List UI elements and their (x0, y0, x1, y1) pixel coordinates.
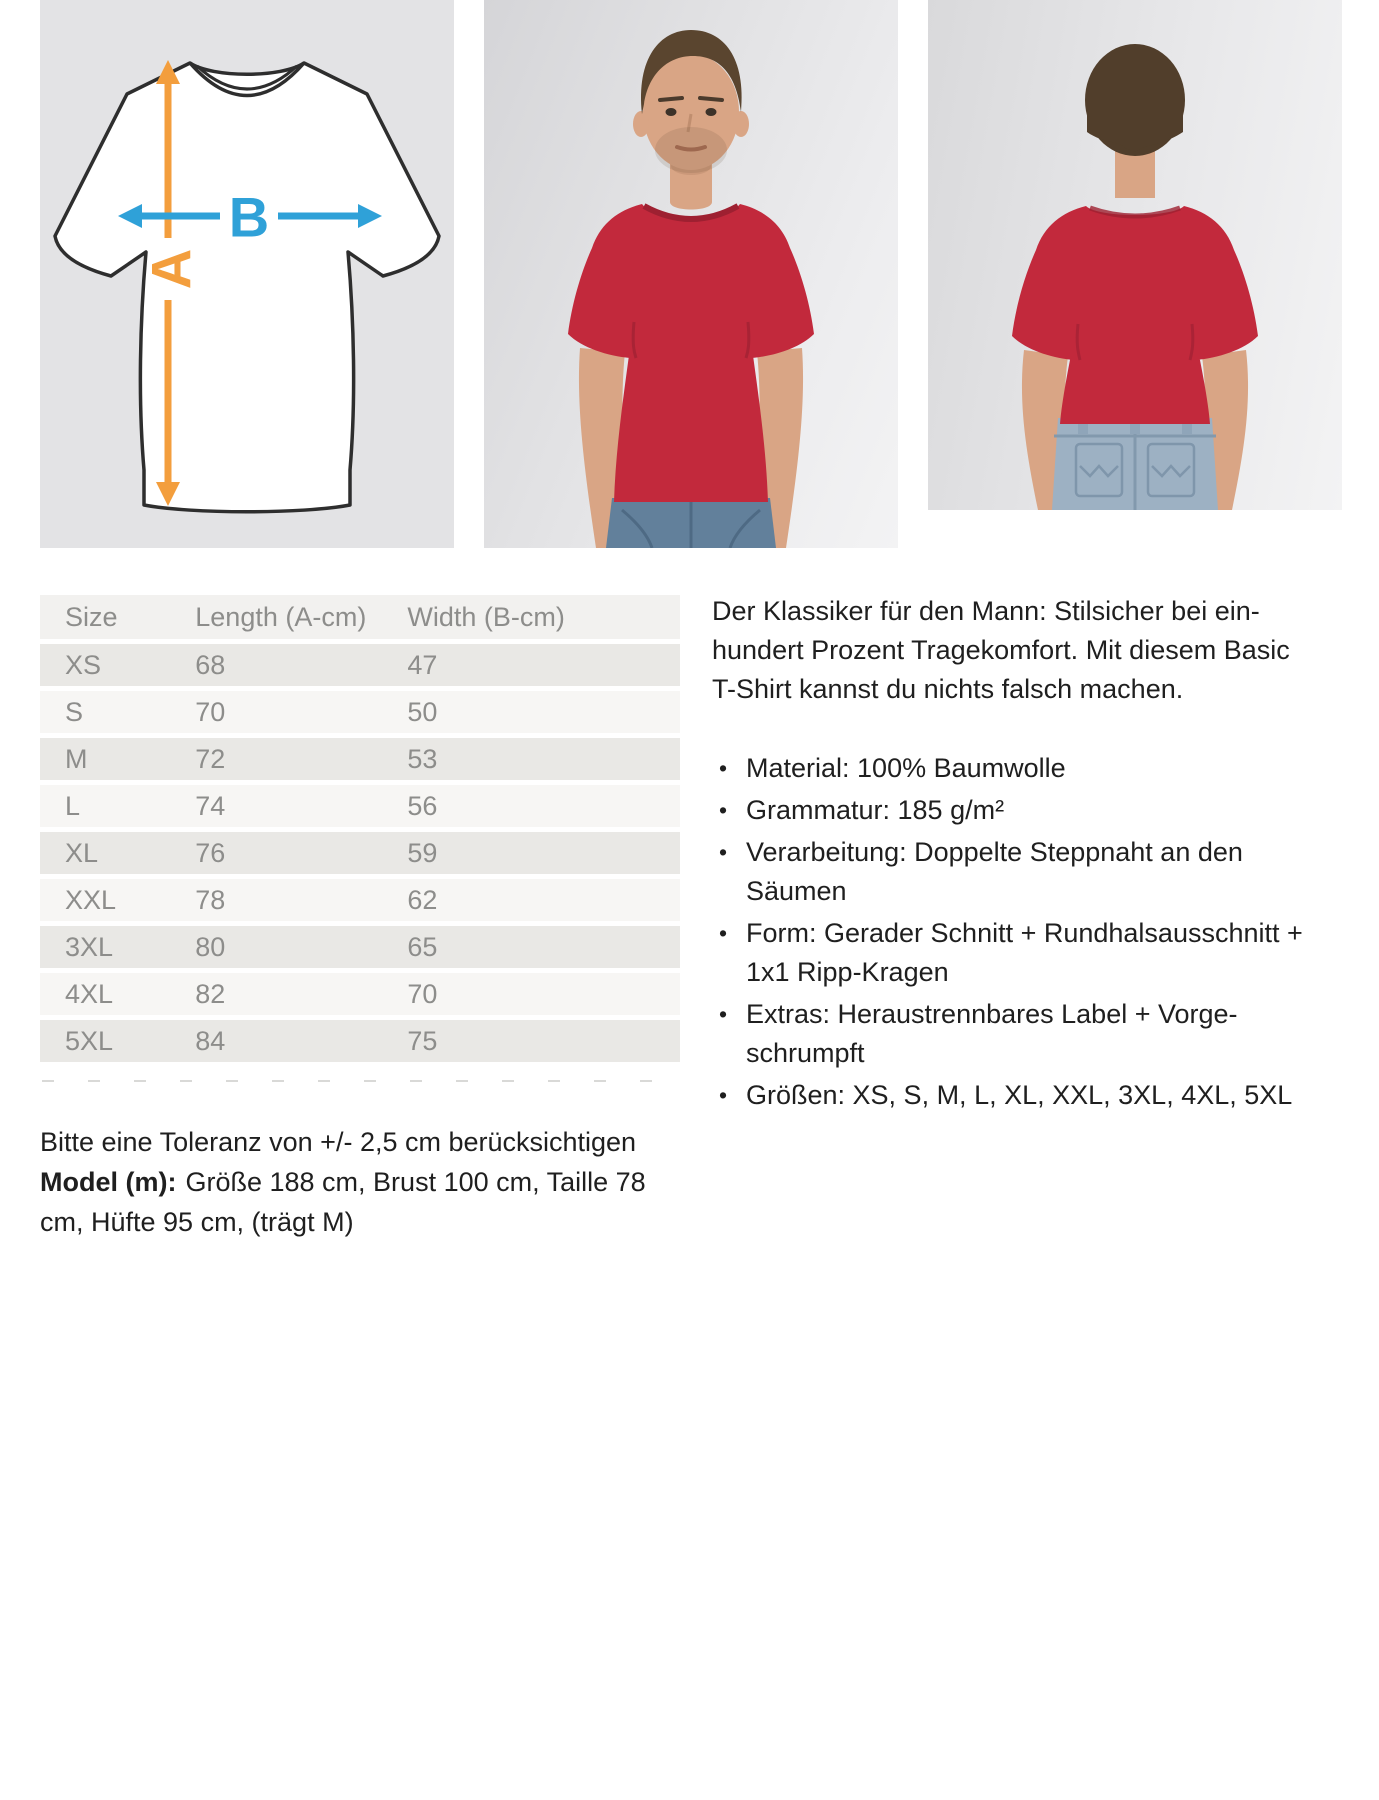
size-table-cell: 65 (407, 926, 680, 968)
size-table-cell: 5XL (40, 1020, 195, 1062)
size-table-cell: 68 (195, 644, 407, 686)
model-front-figure (484, 0, 898, 548)
column-header-length: Length (A-cm) (195, 595, 407, 639)
width-arrow-label: B (228, 185, 270, 249)
size-table-row (40, 1020, 680, 1062)
feature-list-item: • Form: Gerader Schnitt + Rundhalsausschnitt + 1x1 Ripp-Kragen (712, 914, 1316, 992)
model-back-image (928, 0, 1342, 510)
size-table-cell: 78 (195, 879, 407, 921)
size-table-cell: 50 (407, 691, 680, 733)
size-table-cell: 76 (195, 832, 407, 874)
column-header-width: Width (B-cm) (407, 595, 680, 639)
description-intro: Der Klassiker für den Mann: Stilsicher bei einhundert Prozent Tragekomfort. Mit diesem Basic T-Shirt kannst du nichts falsch machen. (712, 596, 1290, 704)
size-table-cell: 70 (407, 973, 680, 1015)
size-table-cell: 53 (407, 738, 680, 780)
length-arrow-label: A (139, 248, 203, 290)
size-table-cell: 59 (407, 832, 680, 874)
size-table-cell: L (40, 785, 195, 827)
model-note-info: Größe 188 cm, Brust 100 cm, Taille 78 cm, Hüfte 95 cm, (trägt M) (40, 1167, 646, 1237)
size-table-row (40, 785, 680, 827)
model-back-figure (928, 0, 1342, 510)
size-table-header-row (40, 595, 680, 639)
size-table-cell: 47 (407, 644, 680, 686)
size-table (40, 590, 680, 1067)
feature-list-item: • Größen: XS, S, M, L, XL, XXL, 3XL, 4XL, 5XL (712, 1076, 1316, 1115)
size-table-cell: 82 (195, 973, 407, 1015)
size-table-cell: M (40, 738, 195, 780)
size-table-cell: 75 (407, 1020, 680, 1062)
tolerance-note: Bitte eine Toleranz von +/- 2,5 cm berücksichtigen (40, 1127, 637, 1157)
size-table-cell: 84 (195, 1020, 407, 1062)
model-front-image (484, 0, 898, 548)
size-table-row (40, 738, 680, 780)
feature-list-item: • Material: 100% Baumwolle (712, 749, 1316, 788)
size-table-cell: 62 (407, 879, 680, 921)
size-table-cell: 80 (195, 926, 407, 968)
size-diagram (40, 0, 454, 548)
size-table-cell: 74 (195, 785, 407, 827)
size-table-cell: 72 (195, 738, 407, 780)
model-note (40, 1162, 672, 1242)
feature-list (712, 749, 1316, 1115)
feature-list-item: • Extras: Heraustrennbares Label + Vorgeschrumpft (712, 995, 1316, 1073)
size-table-cell: 70 (195, 691, 407, 733)
size-table-cell: 4XL (40, 973, 195, 1015)
size-table-row (40, 926, 680, 968)
size-table-row (40, 879, 680, 921)
size-table-cell: S (40, 691, 195, 733)
tshirt-outline (55, 63, 439, 512)
table-bottom-dashed-line (42, 1080, 678, 1082)
size-table-cell: 56 (407, 785, 680, 827)
measurement-notes (40, 1122, 672, 1242)
feature-list-item: • Verarbeitung: Doppelte Steppnaht an den Säumen (712, 833, 1316, 911)
feature-list-item: • Grammatur: 185 g/m² (712, 791, 1316, 830)
size-table-cell: XS (40, 644, 195, 686)
size-table-row (40, 973, 680, 1015)
column-header-size: Size (40, 595, 195, 639)
size-table-row (40, 691, 680, 733)
size-table-cell: 3XL (40, 926, 195, 968)
size-table-row (40, 832, 680, 874)
size-table-cell: XL (40, 832, 195, 874)
size-table-cell: XXL (40, 879, 195, 921)
size-diagram-image (40, 0, 454, 548)
product-description (712, 592, 1316, 1118)
size-table-row (40, 644, 680, 686)
model-note-label: Model (m): (40, 1167, 177, 1197)
